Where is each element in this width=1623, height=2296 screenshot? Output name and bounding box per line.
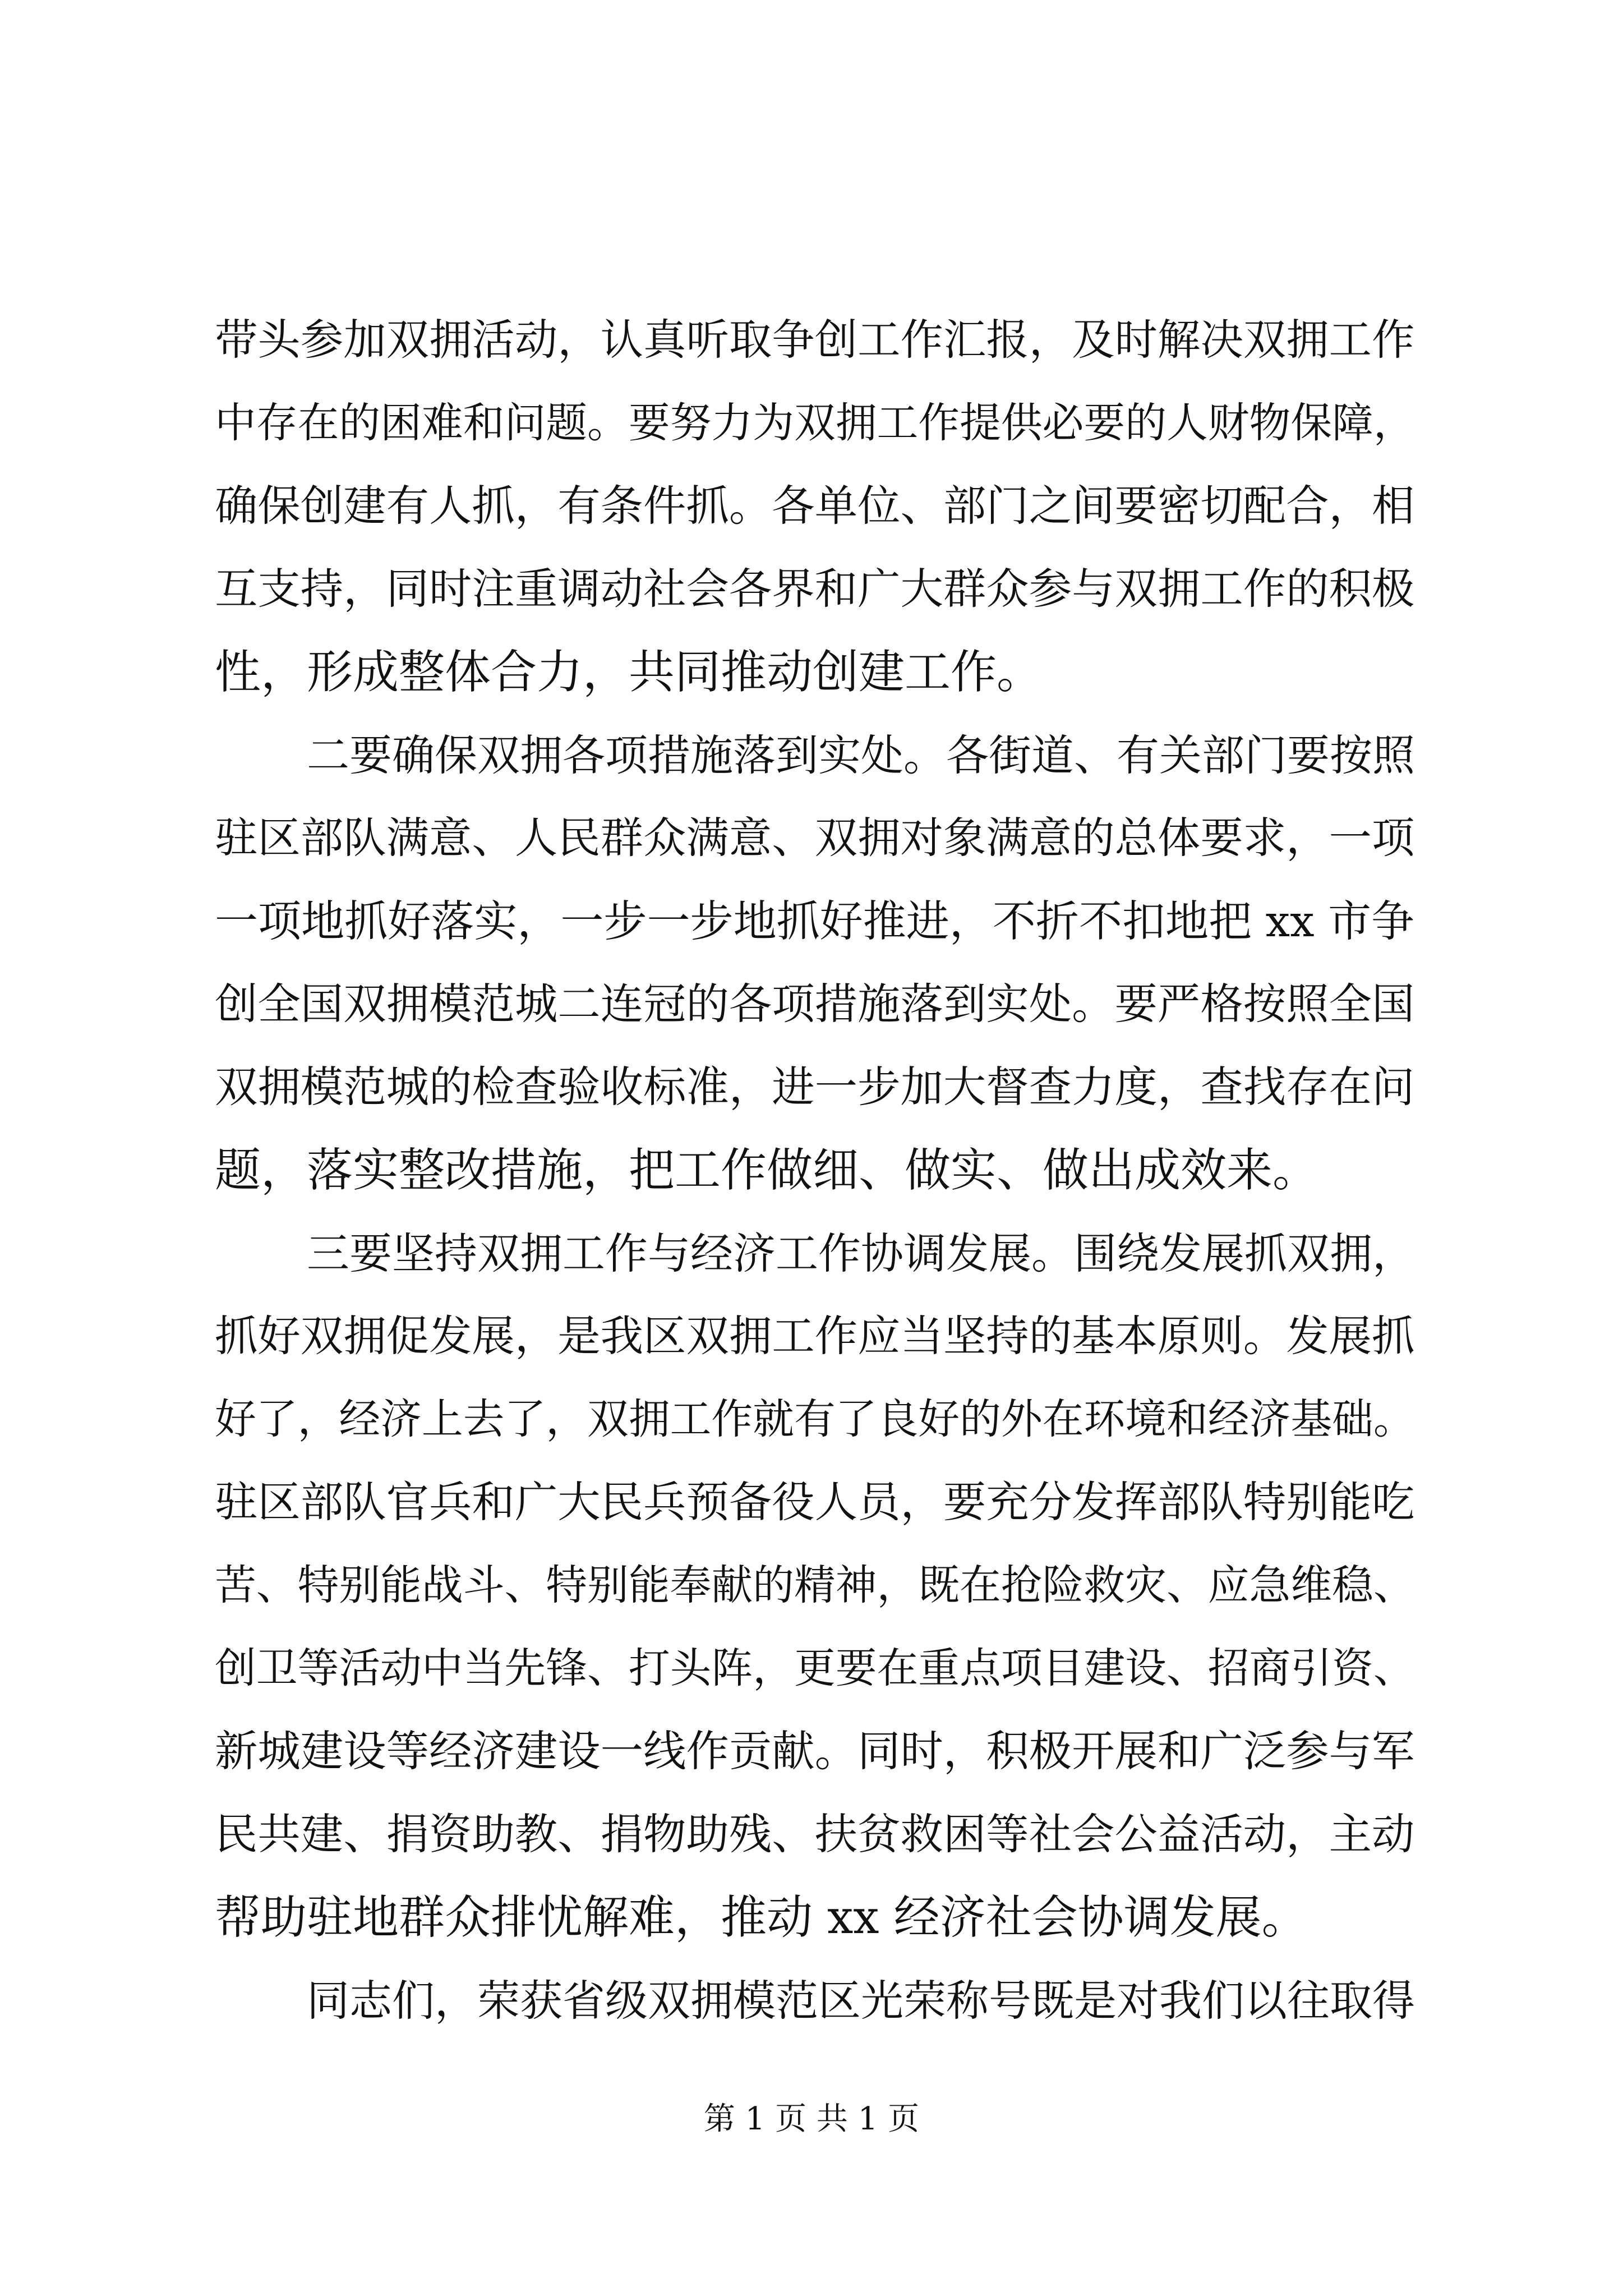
text-line: 帮助驻地群众排忧解难，推动 xx 经济社会协调发展。 [215, 1891, 1308, 1944]
paragraph-first-line: 三要坚持双拥工作与经济工作协调发展。围绕发展抓双拥， [307, 1228, 1415, 1278]
text-line: 好了，经济上去了，双拥工作就有了良好的外在环境和经济基础。 [215, 1396, 1415, 1443]
text-line: 驻区部队满意、人民群众满意、双拥对象满意的总体要求，一项 [215, 813, 1415, 863]
text-line: 抓好双拥促发展，是我区双拥工作应当坚持的基本原则。发展抓 [215, 1312, 1415, 1361]
text-line: 苦、特别能战斗、特别能奉献的精神，既在抢险救灾、应急维稳、 [215, 1562, 1415, 1609]
text-line: 创卫等活动中当先锋、打头阵，更要在重点项目建设、招商引资、 [215, 1645, 1415, 1692]
paragraph-first-line: 同志们，荣获省级双拥模范区光荣称号既是对我们以往取得 [307, 1976, 1415, 2026]
text-line: 创全国双拥模范城二连冠的各项措施落到实处。要严格按照全国 [215, 979, 1415, 1029]
text-line: 驻区部队官兵和广大民兵预备役人员，要充分发挥部队特别能吃 [215, 1478, 1415, 1527]
text-line: 互支持，同时注重调动社会各界和广大群众参与双拥工作的积极 [215, 564, 1415, 614]
document-body [215, 299, 1415, 2042]
text-line: 性，形成整体合力，共同推动创建工作。 [215, 646, 1043, 699]
page-footer: 第 1 页 共 1 页 [703, 2101, 920, 2137]
text-line: 中存在的困难和问题。要努力为双拥工作提供必要的人财物保障， [215, 399, 1415, 447]
text-line: 带头参加双拥活动，认真听取争创工作汇报，及时解决双拥工作 [215, 315, 1415, 365]
text-line: 双拥模范城的检查验收标准，进一步加大督查力度，查找存在问 [215, 1062, 1415, 1112]
text-line: 新城建设等经济建设一线作贡献。同时，积极开展和广泛参与军 [215, 1727, 1415, 1777]
text-line: 一项地抓好落实，一步一步地抓好推进，不折不扣地把 xx 市争 [215, 896, 1415, 947]
paragraph-first-line: 二要确保双拥各项措施落到实处。各街道、有关部门要按照 [307, 730, 1415, 780]
text-line: 题，落实整改措施，把工作做细、做实、做出成效来。 [215, 1144, 1319, 1197]
text-line: 确保创建有人抓，有条件抓。各单位、部门之间要密切配合，相 [215, 481, 1415, 531]
text-line: 民共建、捐资助教、捐物助残、扶贫救困等社会公益活动，主动 [215, 1810, 1415, 1860]
